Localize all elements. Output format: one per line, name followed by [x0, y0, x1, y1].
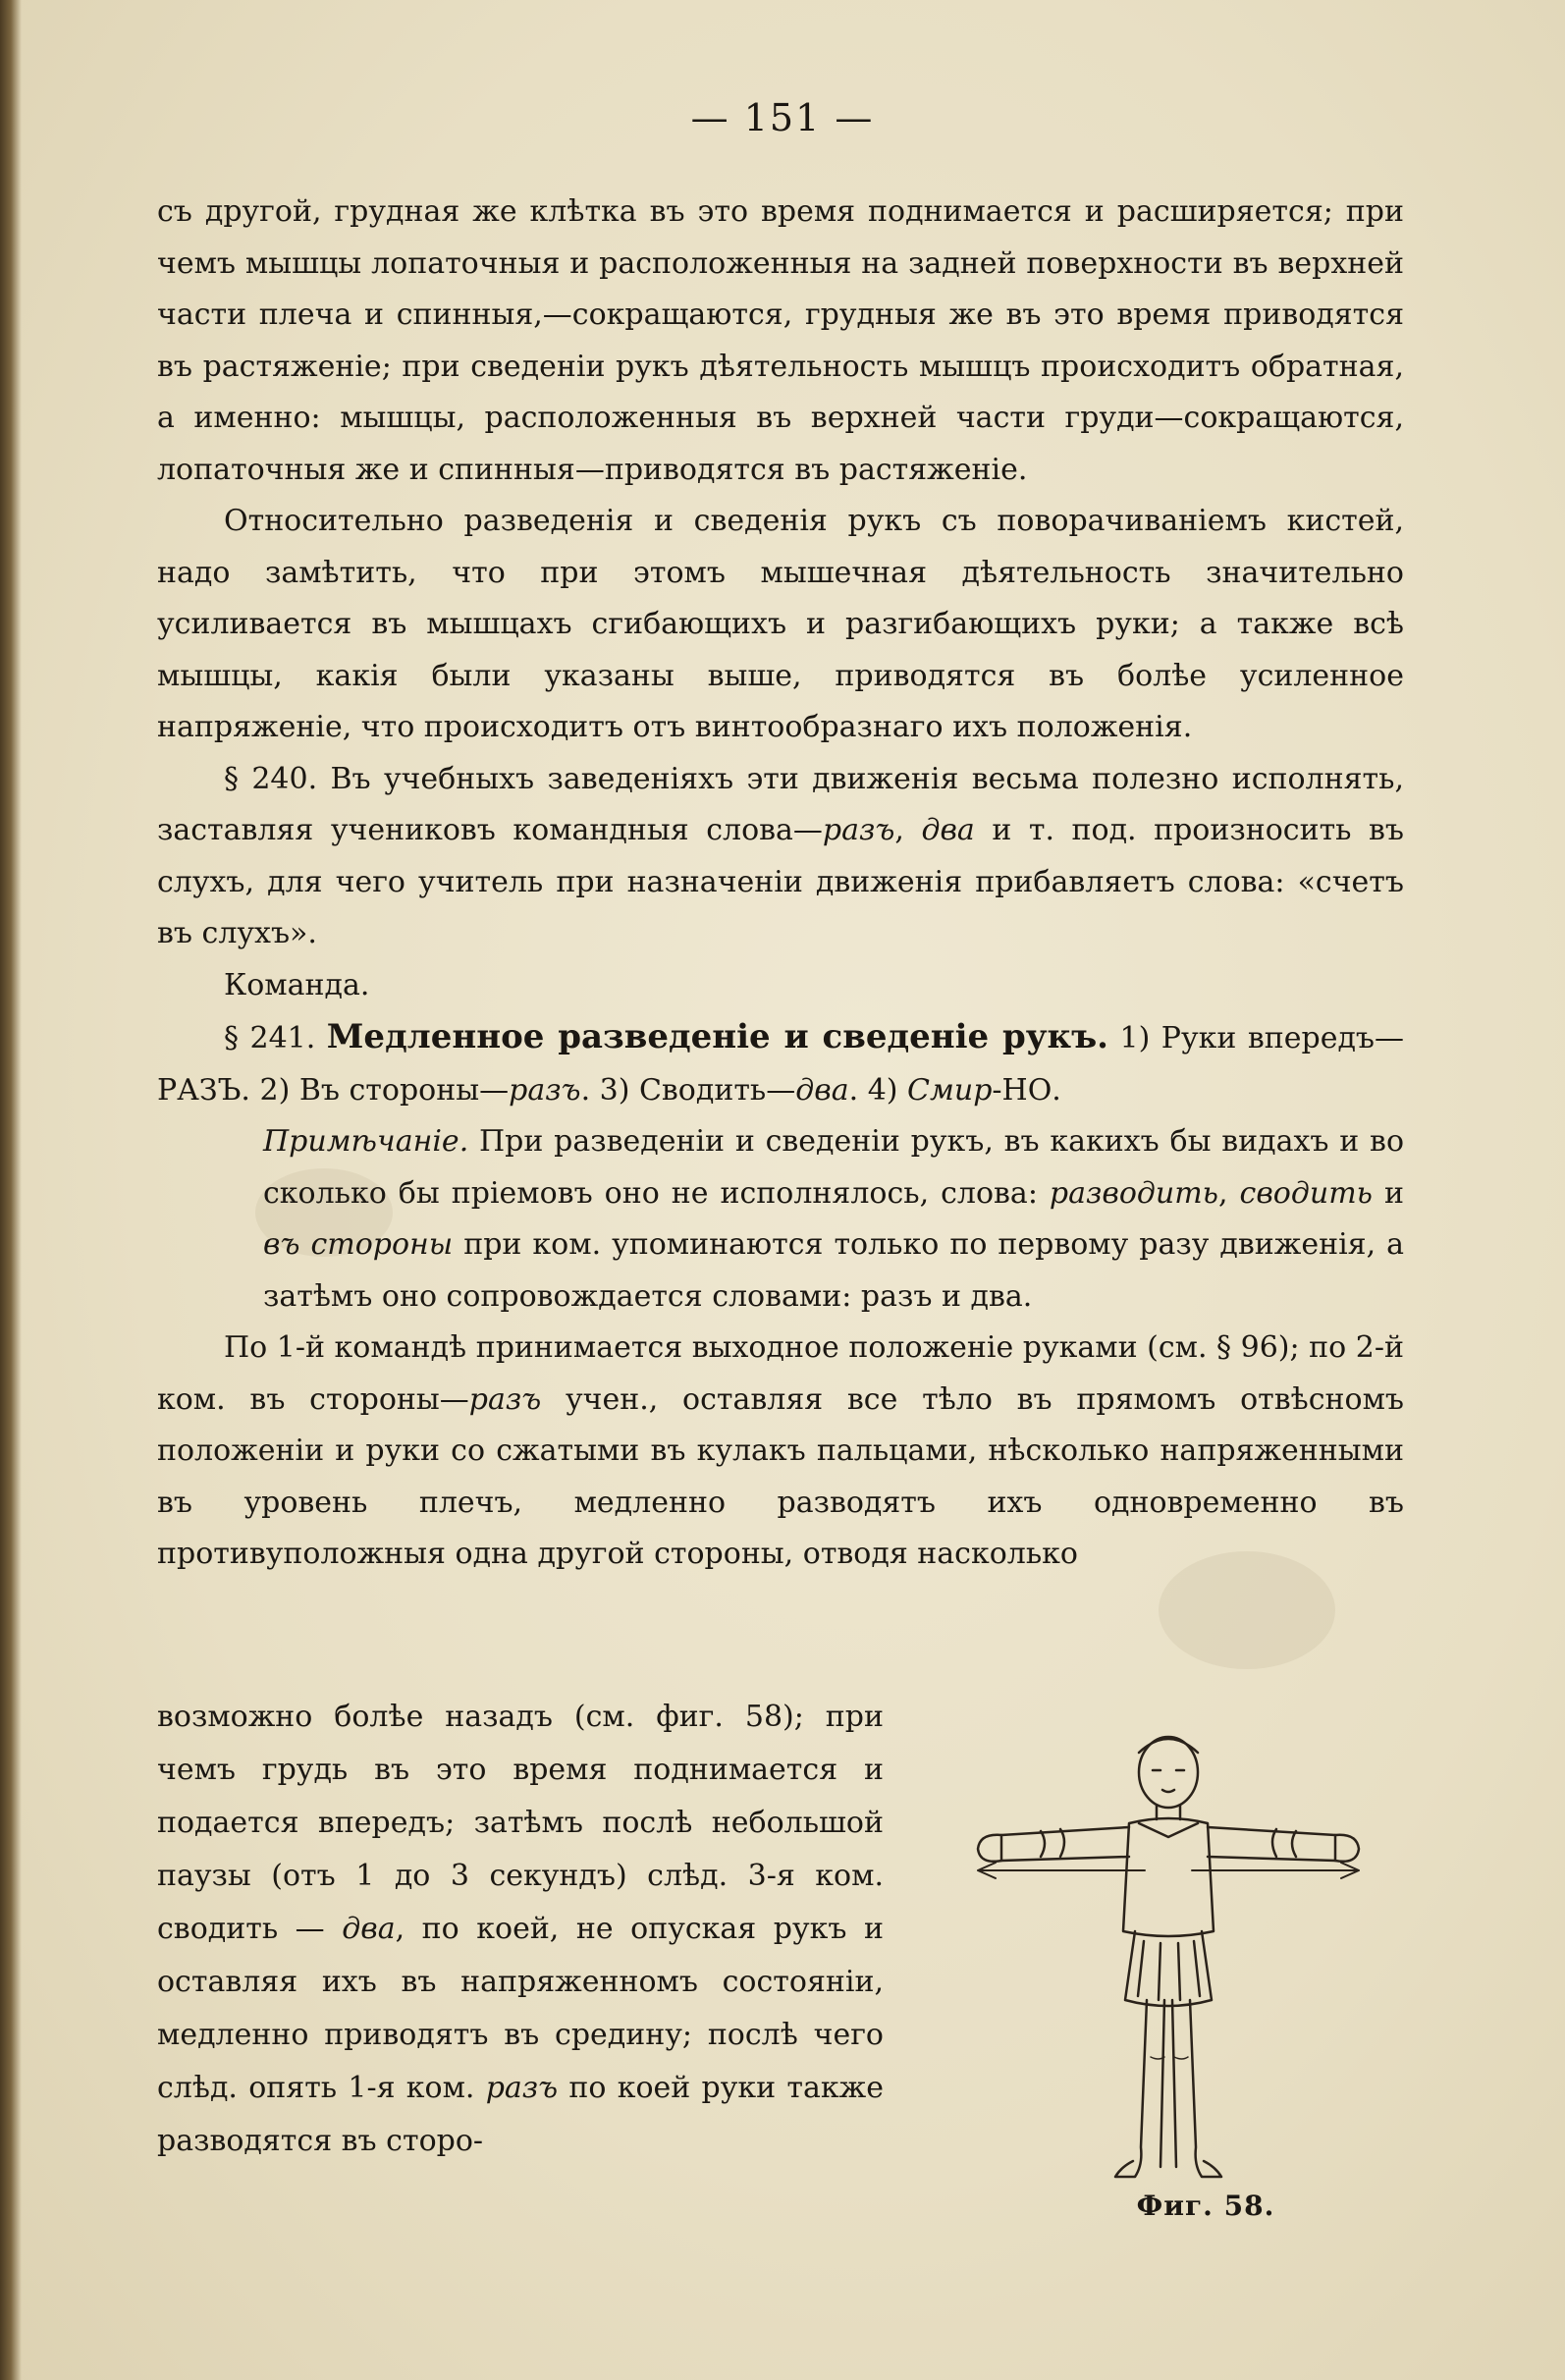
komanda-label: Команда. [224, 967, 370, 1002]
figure-58-illustration [943, 1713, 1394, 2244]
paragraph-1: съ другой, грудная же клѣтка въ это время поднимается и расширяется; при чемъ мышцы лопаточныя и расположенныя на задней поверхности въ верхней части плеча и спинныя,—сокращаются, грудныя же въ это время приводятся въ растяженіе; при сведеніи рукъ дѣятельность мышцъ происходитъ обратная, а именно: мышцы, расположенныя въ верхней части груди—сокращаются, лопаточныя же и спинныя—приводятся въ растяженіе. [157, 194, 1404, 487]
paragraph-2: Относительно разведенія и сведенія рукъ съ поворачиваніемъ кистей, надо замѣтить, что при этомъ мышечная дѣятельность значительно усиливается въ мышцахъ сгибающихъ и разгибающихъ руки; а также всѣ мышцы, какія были указаны выше, приводятся въ болѣе усиленное напряженіе, что происходитъ отъ винтообразнаго ихъ положенія. [157, 504, 1404, 744]
right-arrow [1192, 1863, 1359, 1878]
note-block: Примѣчаніе. При разведеніи и сведеніи рукъ, въ какихъ бы видахъ и во сколько бы пріемовъ оно не исполнялось, слова: разводить, сводить и въ стороны при ком. упоминаются только по первому разу движенія, а затѣмъ оно сопровождается словами: разъ и два. [263, 1124, 1405, 1314]
section-heading: Медленное разведеніе и сведеніе рукъ. [326, 1017, 1108, 1056]
main-text [157, 187, 1404, 1581]
paragraph-wrap-left: возможно болѣе назадъ (см. фиг. 58); при чемъ грудь въ это время поднимается и подается впередъ; затѣмъ послѣ небольшой паузы (отъ 1 до 3 секундъ) слѣд. 3-я ком. сводить — два, по коей, не опуская рукъ и оставляя ихъ въ напряженномъ состояніи, медленно приводятъ въ средину; послѣ чего слѣд. опять 1-я ком. разъ по коей руки также разводятся въ сторо- [157, 1700, 884, 2158]
paragraph-command-1: По 1-й командѣ принимается выходное положеніе руками (см. § 96); по 2-й ком. въ стороны—разъ учен., оставляя все тѣло въ прямомъ отвѣсномъ положеніи и руки со сжатыми въ кулакъ пальцами, нѣсколько напряженными въ уровень плечъ, медленно разводятъ ихъ одновременно въ противуположныя одна другой стороны, отводя насколько [157, 1330, 1404, 1571]
binding-edge [0, 0, 22, 2380]
left-arrow [978, 1863, 1145, 1878]
figure-caption: Фиг. 58. [1136, 2190, 1275, 2222]
paragraph-241: § 241. Медленное разведеніе и сведеніе рукъ. 1) Руки впередъ—РАЗЪ. 2) Въ стороны—разъ. 3) Сводить—два. 4) Смир-НО. [157, 1017, 1405, 1108]
page-number: — 151 — [690, 96, 875, 139]
head [1139, 1737, 1198, 1808]
note-title: Примѣчаніе. [263, 1124, 469, 1159]
paragraph-240: § 240. Въ учебныхъ заведеніяхъ эти движенія весьма полезно исполнять, заставляя учениковъ командныя слова—разъ, два и т. под. произносить въ слухъ, для чего учитель при назначеніи движенія прибавляетъ слова: «счетъ въ слухъ». [157, 761, 1404, 950]
